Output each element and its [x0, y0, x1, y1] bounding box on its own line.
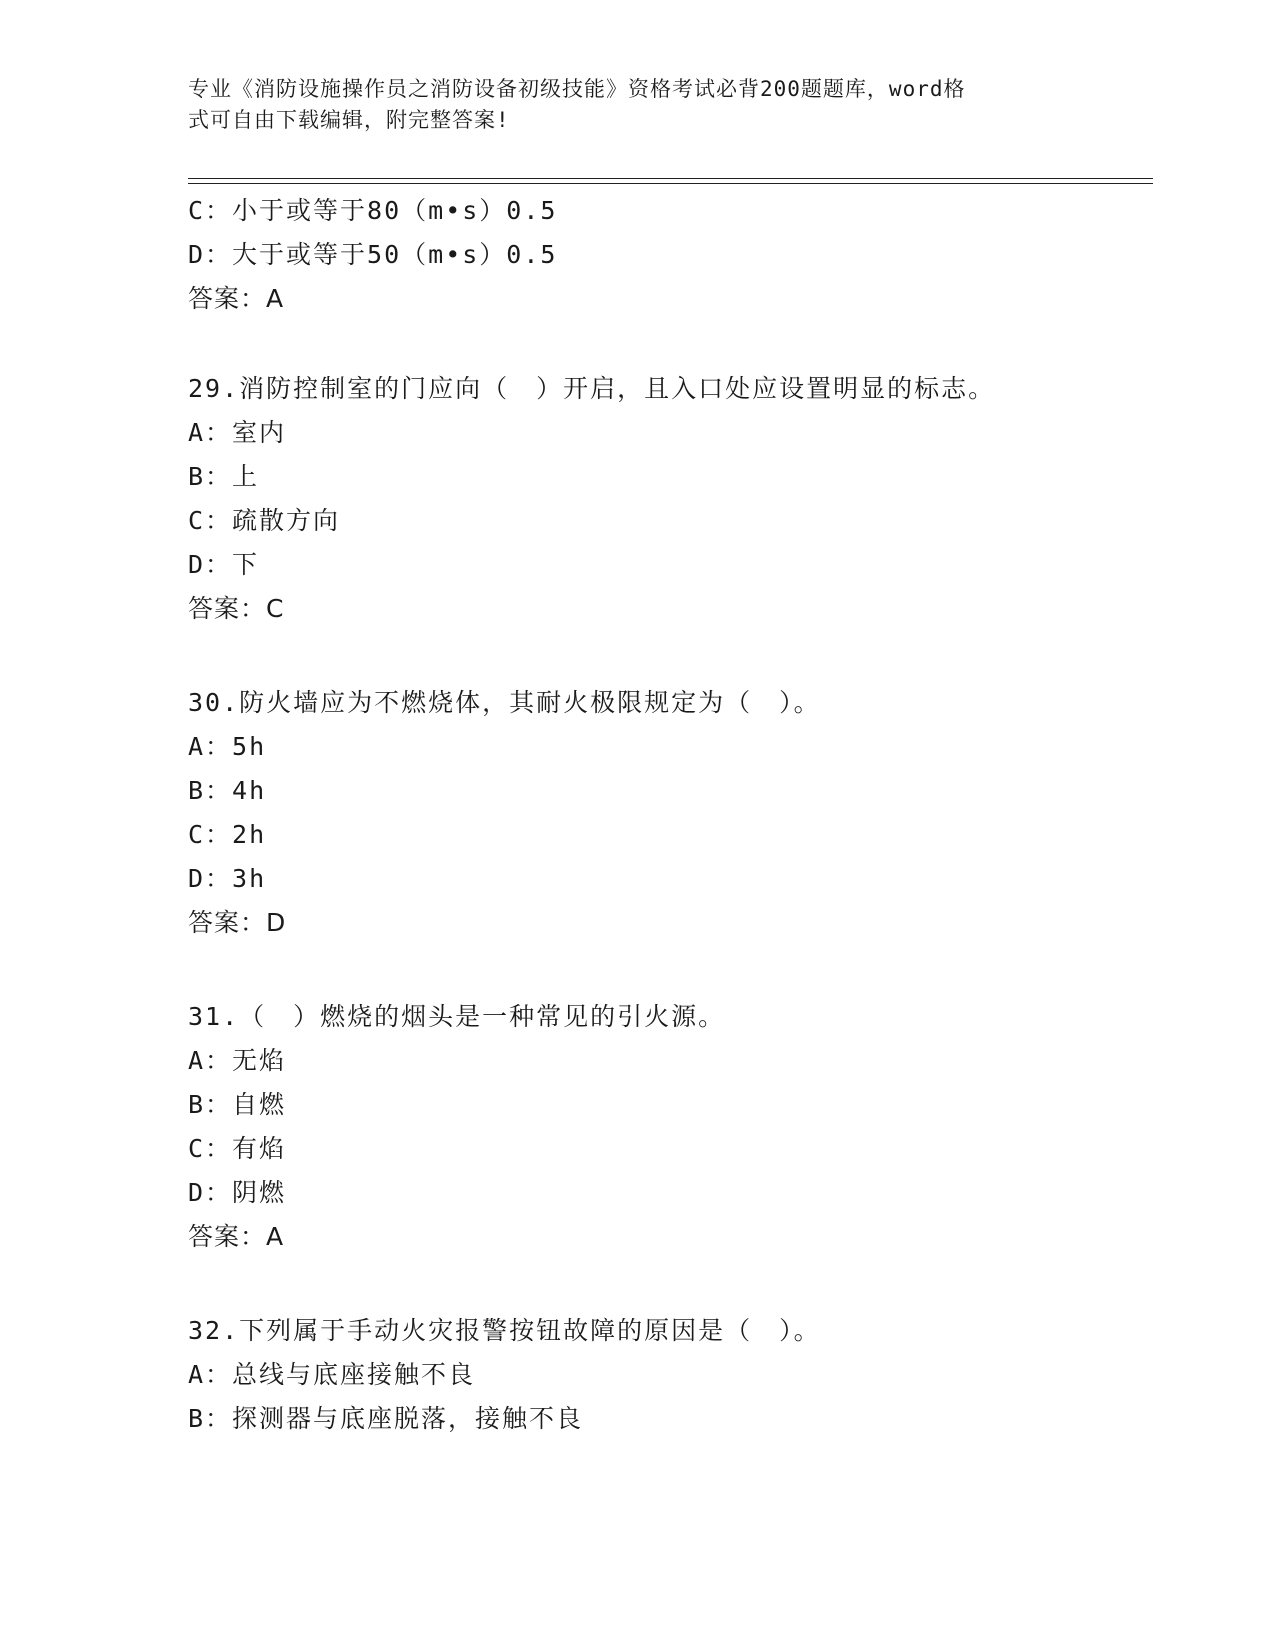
option-d: D：大于或等于50（m•s）0.5: [188, 240, 558, 269]
answer-label: 答案：A: [188, 284, 285, 313]
header-divider-bottom: [188, 183, 1153, 184]
document-header: [188, 74, 1068, 136]
question-30: 30.防火墙应为不燃烧体，其耐火极限规定为（ ）。: [188, 688, 821, 717]
question-31: 31.（ ）燃烧的烟头是一种常见的引火源。: [188, 1002, 726, 1031]
option-c: C：疏散方向: [188, 506, 341, 535]
option-b: B：探测器与底座脱落，接触不良: [188, 1404, 584, 1433]
option-b: B：上: [188, 462, 260, 491]
question-32: 32.下列属于手动火灾报警按钮故障的原因是（ ）。: [188, 1316, 821, 1345]
option-a: A：总线与底座接触不良: [188, 1360, 476, 1389]
answer-label: 答案：D: [188, 908, 287, 937]
option-a: A：室内: [188, 418, 287, 447]
option-c: C：有焰: [188, 1134, 287, 1163]
option-d: D：3h: [188, 864, 267, 893]
answer-label: 答案：C: [188, 594, 285, 623]
option-c: C：2h: [188, 820, 267, 849]
option-d: D：阴燃: [188, 1178, 287, 1207]
header-line-2: 式可自由下载编辑，附完整答案!: [188, 108, 510, 132]
option-a: A：5h: [188, 732, 267, 761]
option-d: D：下: [188, 550, 260, 579]
option-c: C：小于或等于80（m•s）0.5: [188, 196, 558, 225]
header-line-1: 专业《消防设施操作员之消防设备初级技能》资格考试必背200题题库，word格: [188, 77, 966, 101]
option-a: A：无焰: [188, 1046, 287, 1075]
answer-label: 答案：A: [188, 1222, 285, 1251]
header-divider-top: [188, 178, 1153, 179]
option-b: B：4h: [188, 776, 267, 805]
option-b: B：自燃: [188, 1090, 287, 1119]
question-29: 29.消防控制室的门应向（ ）开启，且入口处应设置明显的标志。: [188, 374, 996, 403]
